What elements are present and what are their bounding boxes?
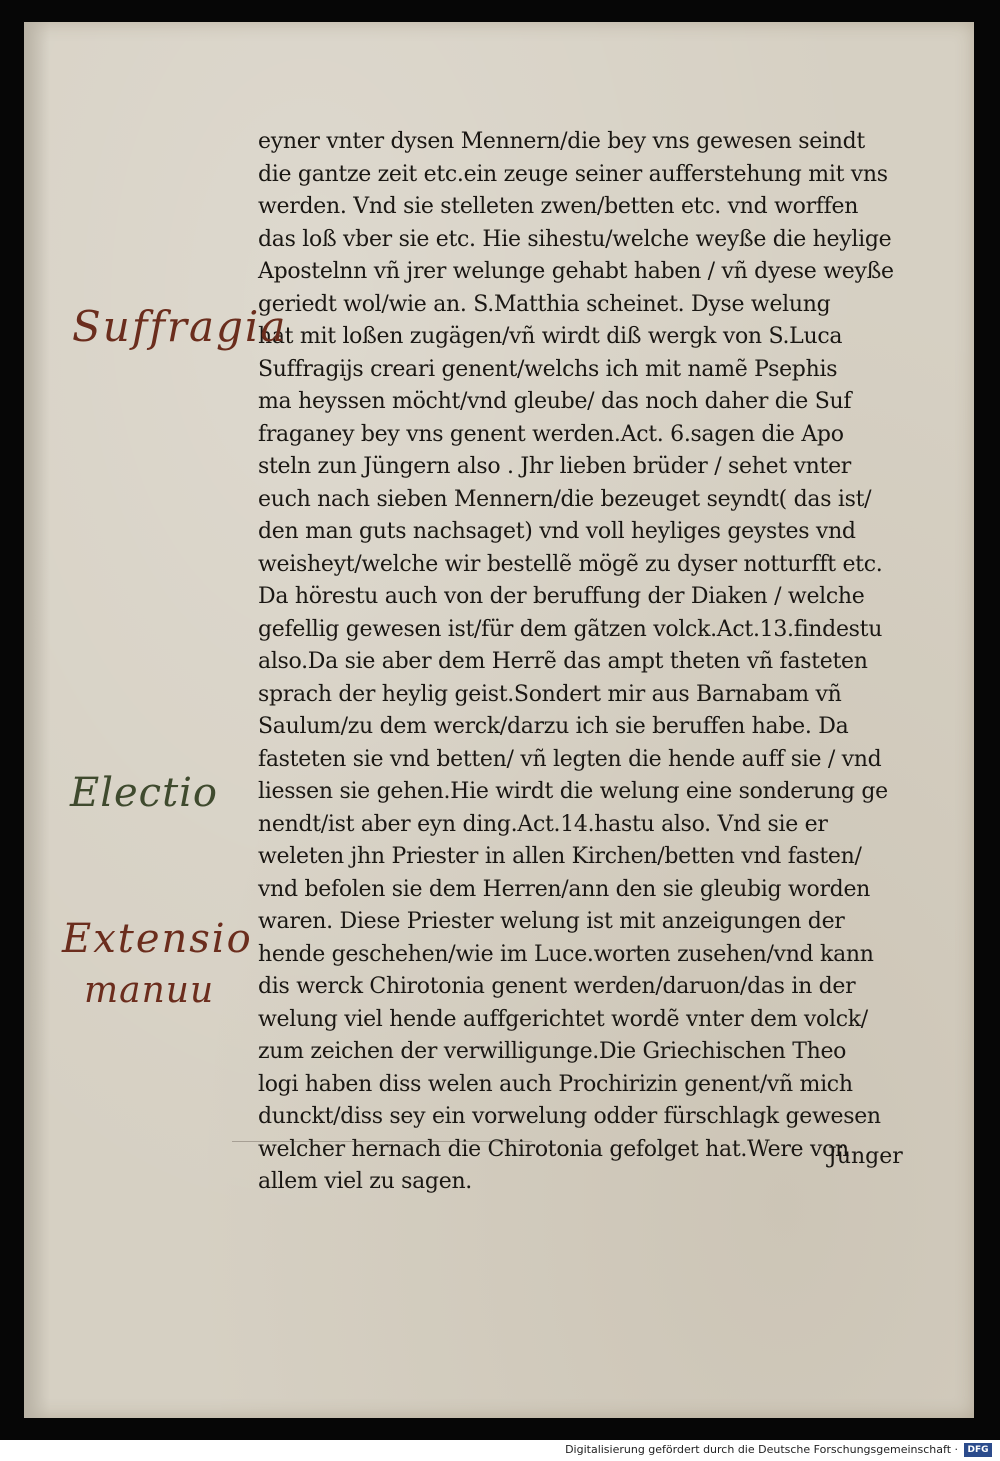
text-line: fraganey bey vns genent werden.Act. 6.sagen die Apo: [258, 421, 844, 447]
text-line: dunckt/diss sey ein vorwelung odder fürschlagk gewesen: [258, 1104, 881, 1129]
text-line: den man guts nachsaget) vnd voll heyliges geystes vnd: [258, 519, 856, 544]
main-text-block: [258, 126, 938, 1199]
margin-note-manuum: manuu: [84, 970, 215, 1011]
text-line: zum zeichen der verwilligunge.Die Griechischen Theo: [258, 1039, 847, 1064]
text-line: liessen sie gehen.Hie wirdt die welung eine sonderung ge: [258, 779, 888, 804]
text-line: eyner vnter dysen Mennern/die bey vns gewesen seindt: [258, 129, 865, 154]
underline-stroke: [232, 1141, 532, 1142]
text-line: waren. Diese Priester welung ist mit anzeigungen der: [258, 909, 845, 934]
text-line: sprach der heylig geist.Sondert mir aus Barnabam vñ: [258, 681, 842, 707]
text-line: weleten jhn Priester in allen Kirchen/betten vnd fasten/: [258, 844, 862, 869]
catchword: Jünger: [828, 1144, 903, 1169]
text-line: Saulum/zu dem werck/darzu ich sie beruffen habe. Da: [258, 714, 849, 739]
text-line: welcher hernach die Chirotonia gefolget hat.Were von: [258, 1136, 849, 1162]
text-line: hende geschehen/wie im Luce.worten zusehen/vnd kann: [258, 941, 874, 967]
text-line: das loß vber sie etc. Hie sihestu/welche weyße die heylige: [258, 226, 892, 252]
text-line: euch nach sieben Mennern/die bezeuget seyndt( das ist/: [258, 486, 872, 512]
text-line: geriedt wol/wie an. S.Matthia scheinet. Dyse welung: [258, 291, 831, 317]
text-line: fasteten sie vnd betten/ vñ legten die hende auff sie / vnd: [258, 746, 882, 772]
text-line: Suffragijs creari genent/welchs ich mit namẽ Psephis: [258, 356, 838, 382]
text-line: werden. Vnd sie stelleten zwen/betten etc. vnd worffen: [258, 194, 859, 219]
text-line: ma heyssen möcht/vnd gleube/ das noch daher die Suf: [258, 389, 852, 414]
text-line: also.Da sie aber dem Herrẽ das ampt theten vñ fasteten: [258, 649, 868, 674]
margin-note-extensio: Extensio: [62, 916, 253, 962]
page-gutter-shadow: [24, 22, 50, 1418]
text-line: hat mit loßen zugägen/vñ wirdt diß wergk von S.Luca: [258, 324, 843, 349]
text-line: welung viel hende auffgerichtet wordẽ vnter dem volck/: [258, 1006, 868, 1032]
funding-credit: Digitalisierung gefördert durch die Deutsche Forschungsgemeinschaft ·: [565, 1443, 958, 1456]
text-line: gefellig gewesen ist/für dem gãtzen volck.Act.13.findestu: [258, 616, 883, 642]
text-line: dis werck Chirotonia genent werden/daruon/das in der: [258, 974, 856, 999]
text-line: allem viel zu sagen.: [258, 1169, 473, 1194]
text-line: weisheyt/welche wir bestellẽ mögẽ zu dyser notturfft etc.: [258, 551, 883, 577]
footer-bar: [0, 1440, 1000, 1461]
dfg-logo: DFG: [964, 1443, 992, 1457]
text-line: die gantze zeit etc.ein zeuge seiner aufferstehung mit vns: [258, 161, 888, 187]
margin-note-suffragia: Suffragia: [72, 302, 288, 351]
text-line: Apostelnn vñ jrer welunge gehabt haben / vñ dyese weyße: [258, 259, 894, 284]
text-line: Da hörestu auch von der beruffung der Diaken / welche: [258, 584, 865, 609]
margin-note-electio: Electio: [70, 770, 219, 816]
text-line: steln zun Jüngern also . Jhr lieben brüder / sehet vnter: [258, 454, 852, 479]
text-line: vnd befolen sie dem Herren/ann den sie gleubig worden: [258, 876, 871, 902]
text-line: nendt/ist aber eyn ding.Act.14.hastu also. Vnd sie er: [258, 811, 828, 837]
text-line: logi haben diss welen auch Prochirizin genent/vñ mich: [258, 1071, 853, 1097]
